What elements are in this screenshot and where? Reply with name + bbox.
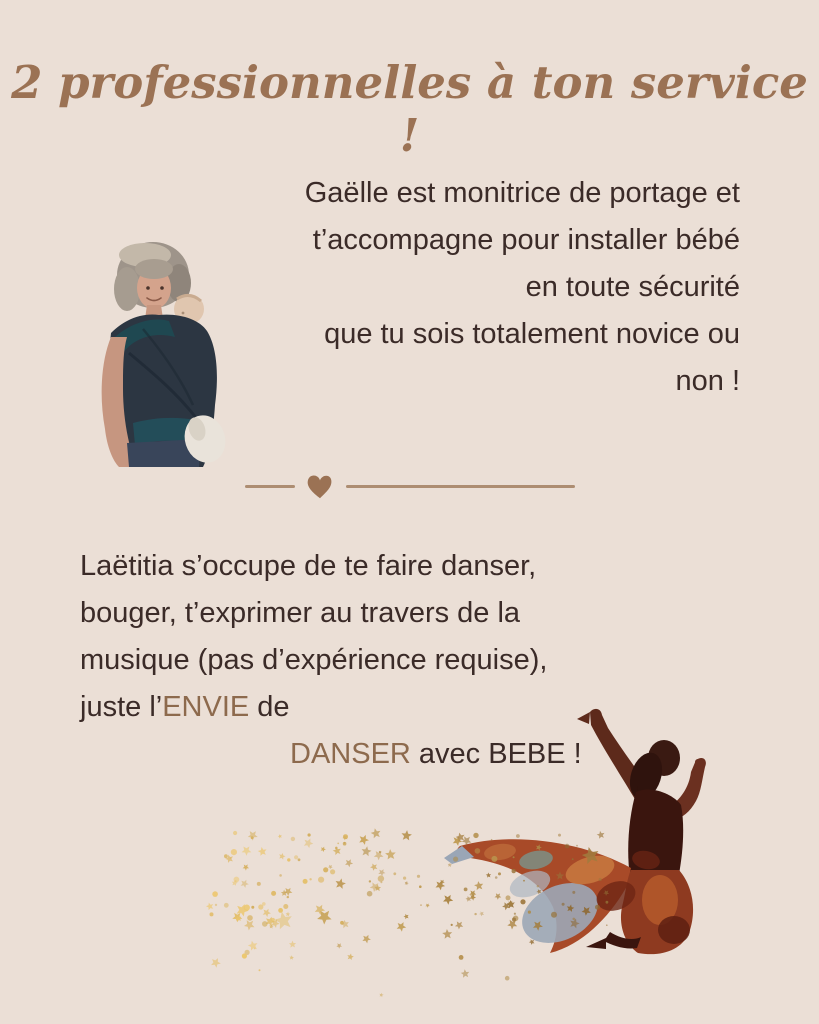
text-line: non ! <box>675 365 740 397</box>
text-line: musique (pas d’expérience requise), <box>80 644 548 676</box>
text-segment: avec BEBE ! <box>410 738 582 770</box>
accent-word-envie: ENVIE <box>162 691 250 723</box>
gaelle-paragraph <box>180 170 740 405</box>
text-segment: juste l’ <box>80 691 163 723</box>
text-line: Gaëlle est monitrice de portage et <box>304 177 740 209</box>
text-line: que tu sois totalement novice ou <box>324 318 740 350</box>
text-line: bouger, t’exprimer au travers de la <box>80 597 521 629</box>
gaelle-babywearing-photo <box>93 233 233 469</box>
heart-divider <box>245 470 575 502</box>
divider-line <box>346 485 575 488</box>
text-segment: de <box>249 691 290 723</box>
divider-line <box>245 485 295 488</box>
text-line: en toute sécurité <box>525 271 740 303</box>
page-title: 2 professionnelles à ton service ! <box>11 56 808 162</box>
accent-word-danser: DANSER <box>290 738 411 770</box>
gold-stars-decoration <box>200 795 620 1000</box>
text-line: t’accompagne pour installer bébé <box>312 224 740 256</box>
heart-icon <box>304 471 336 501</box>
text-line: Laëtitia s’occupe de te faire danser, <box>80 550 537 582</box>
